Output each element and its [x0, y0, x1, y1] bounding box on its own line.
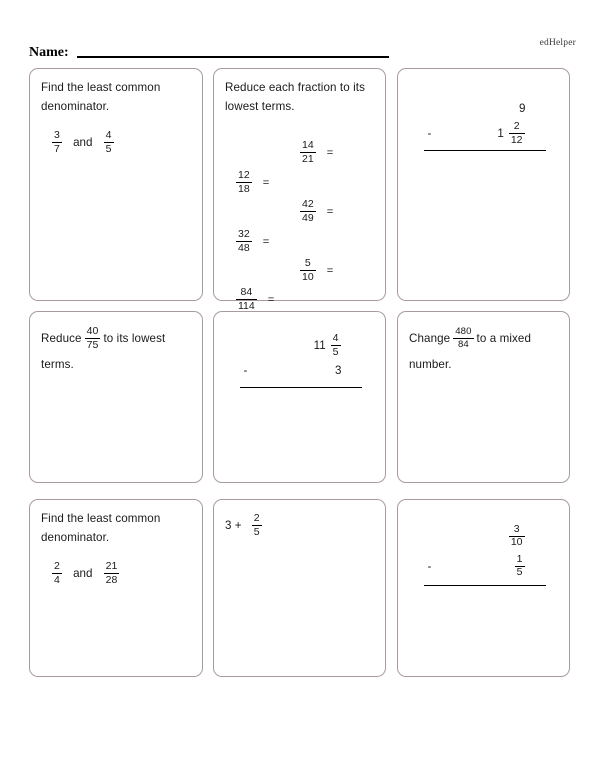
- fraction: [515, 554, 525, 579]
- fraction: [453, 327, 473, 350]
- numerator: 21: [105, 560, 118, 572]
- problem-7-prompt-line-1: Find the least common: [41, 512, 161, 525]
- denominator: 10: [302, 270, 314, 283]
- numerator: 1: [516, 552, 523, 565]
- problem-2-prompt-line-1: Reduce each fraction to its: [225, 81, 365, 94]
- whole-number: 9: [519, 102, 526, 115]
- denominator: 5: [516, 566, 523, 578]
- problem-4-prompt-tail: terms.: [41, 358, 74, 372]
- fraction: [509, 524, 525, 549]
- prompt-suffix: to a mixed: [476, 332, 532, 345]
- minuend-row: [238, 333, 362, 358]
- reduce-item: [297, 140, 333, 165]
- fraction: [300, 140, 316, 165]
- denominator: 28: [105, 573, 118, 586]
- denominator: 12: [510, 133, 523, 146]
- equals-sign: =: [262, 236, 270, 249]
- problem-box-8[interactable]: [213, 499, 386, 677]
- minuend: [519, 100, 527, 117]
- minuend-row: [422, 521, 546, 551]
- denominator: 5: [105, 142, 112, 155]
- numerator: 84: [236, 287, 257, 300]
- prompt-prefix: Reduce: [41, 332, 82, 346]
- problem-4-prompt: [41, 326, 191, 352]
- fraction: [236, 229, 252, 254]
- fraction: [300, 199, 316, 224]
- numerator: 12: [238, 169, 250, 181]
- numerator: 4: [105, 129, 112, 141]
- problem-1-prompt-line-1: Find the least common: [41, 81, 161, 94]
- reduce-item: [297, 258, 333, 283]
- name-field-row: [29, 46, 389, 60]
- problem-box-3[interactable]: [397, 68, 570, 301]
- numerator: 14: [302, 139, 314, 151]
- denominator: 10: [510, 536, 523, 548]
- denominator: 4: [54, 573, 60, 586]
- whole-number: 3: [335, 364, 342, 377]
- denominator: 48: [238, 241, 250, 254]
- subtrahend: [335, 362, 343, 379]
- equals-sign: =: [326, 206, 334, 219]
- numerator: 2: [54, 560, 60, 572]
- denominator: 5: [332, 345, 339, 358]
- fraction: [236, 170, 252, 195]
- fraction-b: [104, 130, 114, 155]
- conjunction-label: and: [73, 567, 93, 581]
- problem-1-prompt-line-2: denominator.: [41, 100, 110, 113]
- edhelper-logo: edHelper: [539, 38, 576, 48]
- numerator: 4: [332, 332, 339, 344]
- minuend: [314, 333, 344, 358]
- fraction-b: [104, 561, 120, 586]
- prompt-prefix: Change: [409, 332, 451, 345]
- problem-7-prompt-line-2: denominator.: [41, 531, 110, 544]
- numerator: 5: [300, 258, 316, 271]
- answer-rule: [240, 387, 362, 388]
- problem-2-fraction-list: [225, 126, 374, 312]
- numerator: 42: [302, 198, 314, 210]
- answer-rule: [424, 585, 546, 586]
- problem-1-expression: [41, 130, 191, 155]
- subtrahend-row: [422, 551, 546, 581]
- denominator: 84: [457, 338, 469, 350]
- denominator: 5: [253, 525, 260, 538]
- problem-box-4[interactable]: [29, 311, 203, 483]
- operator-minus: -: [427, 559, 432, 573]
- fraction: [331, 333, 341, 358]
- numerator: 3: [54, 129, 60, 141]
- operator-plus: +: [234, 519, 242, 533]
- operator-minus: -: [427, 127, 432, 140]
- numerator: 2: [253, 512, 260, 524]
- name-write-line[interactable]: [77, 56, 389, 58]
- whole-number: 1: [497, 127, 504, 141]
- problem-box-6[interactable]: [397, 311, 570, 483]
- name-label: Name:: [29, 45, 69, 60]
- numerator: 32: [238, 228, 250, 240]
- reduce-item: [297, 199, 333, 224]
- denominator: 7: [54, 142, 60, 155]
- fraction-a: [52, 561, 62, 586]
- conjunction-label: and: [73, 136, 93, 150]
- numerator: 480: [453, 327, 473, 339]
- fraction: [509, 121, 525, 146]
- problem-6-prompt-tail: number.: [409, 358, 452, 371]
- equals-sign: =: [326, 265, 334, 278]
- problem-3-vertical-expression: [422, 96, 546, 151]
- problem-7-expression: [41, 561, 191, 586]
- fraction: [300, 258, 316, 283]
- problem-box-9[interactable]: [397, 499, 570, 677]
- numerator: 40: [86, 325, 99, 337]
- answer-rule: [424, 150, 546, 151]
- denominator: 21: [302, 152, 314, 165]
- page-header: [0, 0, 600, 62]
- fraction: [252, 513, 262, 538]
- problem-box-7[interactable]: [29, 499, 203, 677]
- fraction-a: [52, 130, 62, 155]
- problem-box-2[interactable]: [213, 68, 386, 312]
- problem-box-5[interactable]: [213, 311, 386, 483]
- subtrahend-row: [422, 121, 546, 146]
- problem-box-1[interactable]: [29, 68, 203, 301]
- fraction: [236, 287, 257, 312]
- denominator: 18: [238, 182, 250, 195]
- reduce-item: [233, 229, 269, 254]
- whole-number: 11: [313, 339, 326, 353]
- numerator: 2: [509, 121, 525, 134]
- prompt-suffix: to its lowest: [103, 332, 166, 346]
- whole-number: 3: [225, 519, 232, 533]
- denominator: 49: [302, 211, 314, 224]
- problem-6-prompt: [409, 326, 558, 352]
- problem-9-vertical-expression: [422, 521, 546, 586]
- fraction: [85, 326, 101, 351]
- equals-sign: =: [267, 294, 275, 307]
- problem-5-vertical-expression: [238, 333, 362, 388]
- equals-sign: =: [326, 147, 334, 160]
- numerator: 3: [509, 524, 525, 537]
- problem-2-prompt-line-2: lowest terms.: [225, 100, 295, 113]
- subtrahend: [497, 121, 527, 146]
- minuend-row: [422, 96, 546, 121]
- reduce-item: [233, 287, 274, 312]
- operator-minus: -: [243, 364, 248, 377]
- equals-sign: =: [262, 177, 270, 190]
- denominator: 114: [238, 299, 255, 312]
- subtrahend-row: [238, 358, 362, 383]
- reduce-item: [233, 170, 269, 195]
- problem-8-expression: [225, 513, 374, 538]
- denominator: 75: [86, 338, 99, 351]
